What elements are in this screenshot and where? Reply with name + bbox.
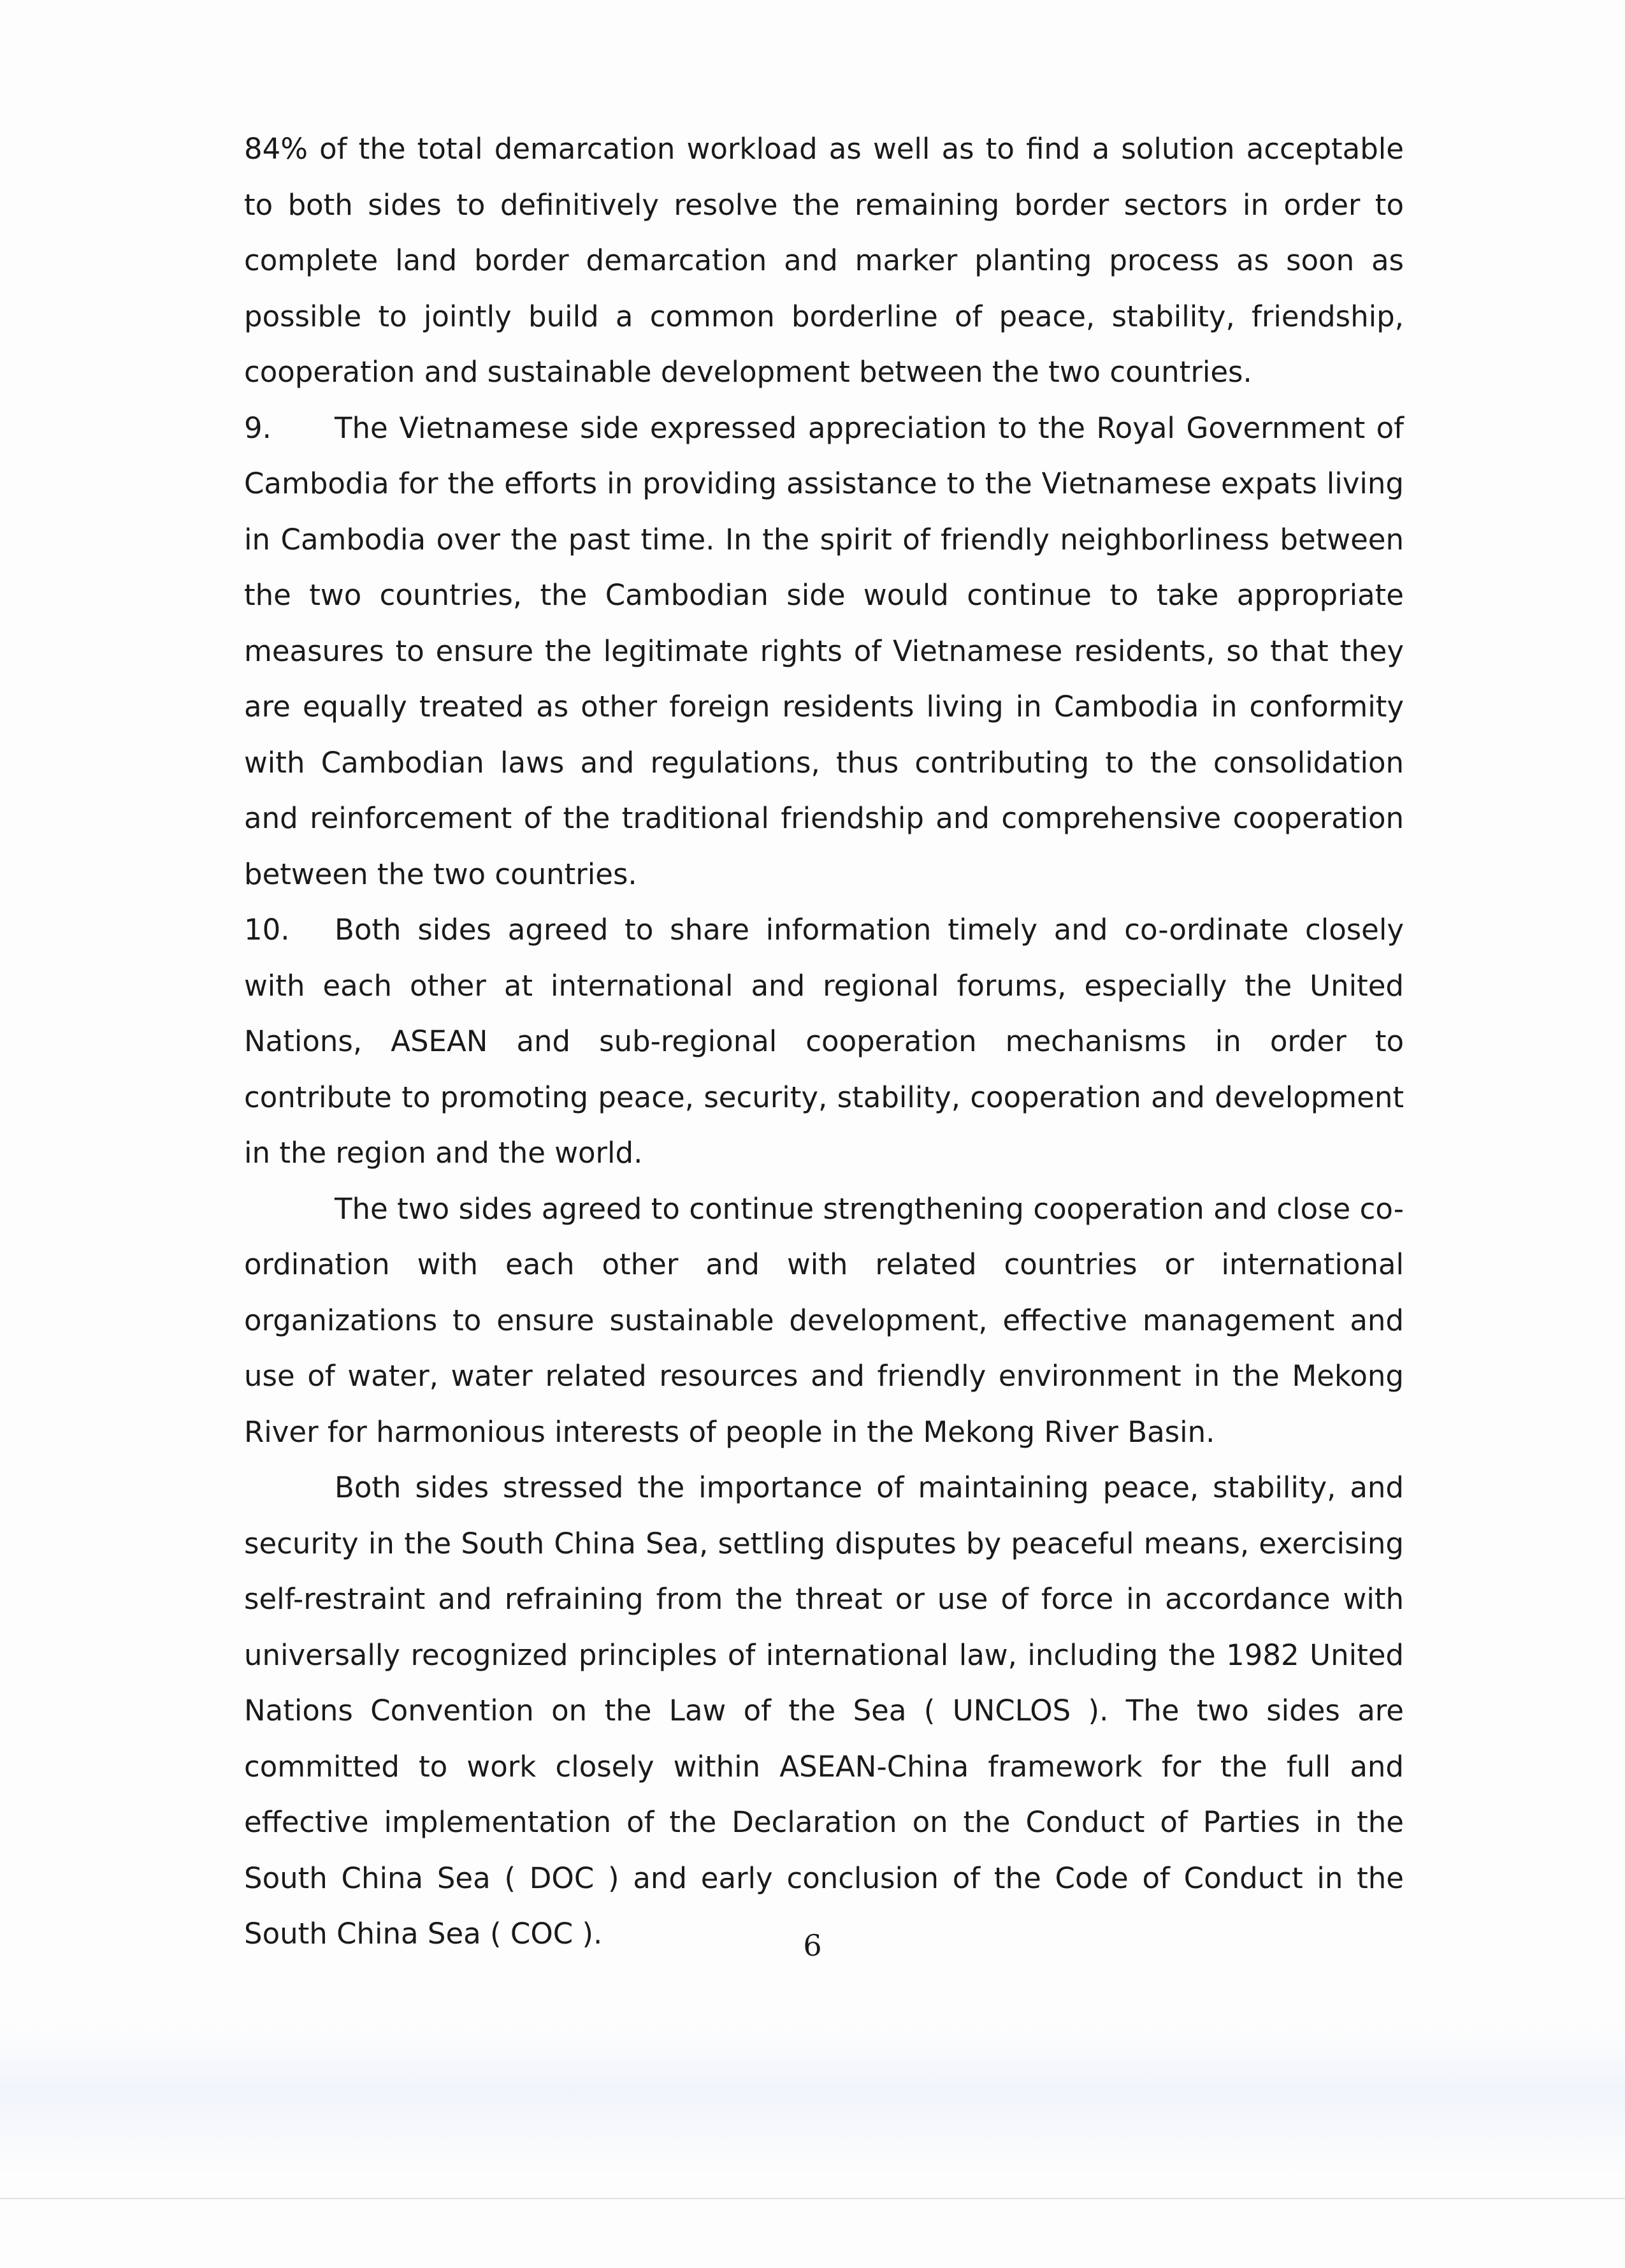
paragraph-south-china-sea <box>244 1460 1404 1962</box>
page-number: 6 <box>803 1928 822 1963</box>
item-number: 9. <box>244 411 271 445</box>
paragraph-continuation <box>244 121 1404 400</box>
paragraph-text: Both sides stressed the importance of maintaining peace, stability, and security in the South China Sea, settling disputes by peaceful means, exercising self-restraint and refraining from the threat or use of force in accordance with universally recognized principles of international law, including the 1982 United Nations Convention on the Law of the Sea ( UNCLOS ). The two sides are committed to work closely within ASEAN-China framework for the full and effective implementation of the Declaration on the Conduct of Parties in the South China Sea ( DOC ) and early conclusion of the Code of Conduct in the South China Sea ( COC ). <box>244 1471 1404 1951</box>
item-number: 10. <box>244 913 290 947</box>
scan-edge-line <box>0 2198 1625 2199</box>
paragraph-mekong <box>244 1181 1404 1460</box>
paragraph-item-9 <box>244 400 1404 903</box>
paragraph-text: The two sides agreed to continue strengthening cooperation and close co-ordination with each other and with related countries or international organizations to ensure sustainable development, effective management and use of water, water related resources and friendly environment in the Mekong River for harmonious interests of people in the Mekong River Basin. <box>244 1191 1404 1449</box>
scan-artifact <box>0 2024 1625 2177</box>
document-body <box>244 121 1404 1962</box>
paragraph-text: Both sides agreed to share information timely and co-ordinate closely with each other at international and regional forums, especially the United Nations, ASEAN and sub-regional cooperation mechanisms in order to contribute to promoting peace, security, stability, cooperation and development in the region and the world. <box>244 913 1404 1170</box>
paragraph-text: The Vietnamese side expressed appreciation to the Royal Government of Cambodia for the efforts in providing assistance to the Vietnamese expats living in Cambodia over the past time. In the spirit of friendly neighborliness between the two countries, the Cambodian side would continue to take appropriate measures to ensure the legitimate rights of Vietnamese residents, so that they are equally treated as other foreign residents living in Cambodia in conformity with Cambodian laws and regulations, thus contributing to the consolidation and reinforcement of the traditional friendship and comprehensive cooperation between the two countries. <box>244 411 1404 891</box>
paragraph-item-10 <box>244 902 1404 1181</box>
paragraph-text: 84% of the total demarcation workload as well as to find a solution acceptable to both sides to definitively resolve the remaining border sectors in order to complete land border demarcation and marker planting process as soon as possible to jointly build a common borderline of peace, stability, friendship, cooperation and sustainable development between the two countries. <box>244 132 1404 389</box>
